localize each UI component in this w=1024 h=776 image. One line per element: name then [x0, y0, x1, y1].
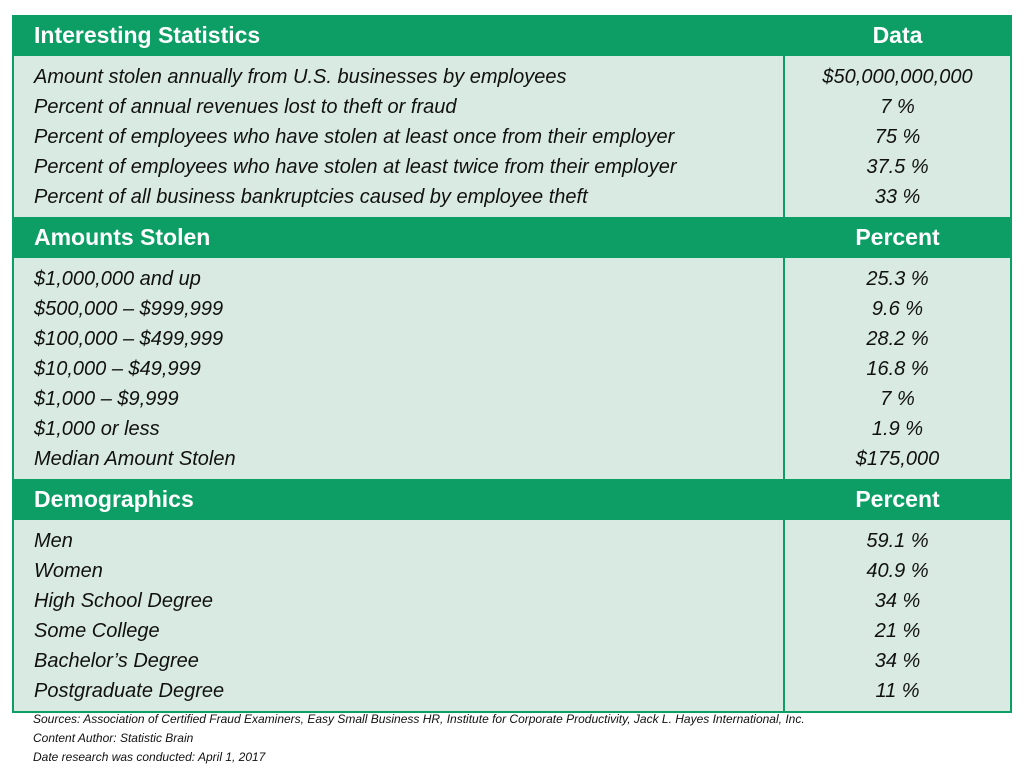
sources-note: Sources: Association of Certified Fraud Examiners, Easy Small Business HR, Institute for Corporate Productivity, Jack L. Hayes International, Inc.: [33, 712, 805, 726]
row-label: $1,000 or less: [13, 414, 784, 444]
row-value: 59.1 %: [784, 519, 1011, 556]
table-row: [13, 586, 1011, 616]
row-label: $1,000 – $9,999: [13, 384, 784, 414]
row-label: $500,000 – $999,999: [13, 294, 784, 324]
row-value: 11 %: [784, 676, 1011, 712]
statistics-table: [12, 15, 1012, 713]
row-label: Bachelor’s Degree: [13, 646, 784, 676]
row-value: 34 %: [784, 646, 1011, 676]
table-row: [13, 384, 1011, 414]
section-title: Demographics: [13, 480, 784, 519]
row-label: $100,000 – $499,999: [13, 324, 784, 354]
row-value: 34 %: [784, 586, 1011, 616]
table-row: [13, 324, 1011, 354]
row-value: 40.9 %: [784, 556, 1011, 586]
row-value: $175,000: [784, 444, 1011, 480]
section-value-header: Data: [784, 16, 1011, 55]
author-note: Content Author: Statistic Brain: [33, 731, 194, 745]
row-label: Postgraduate Degree: [13, 676, 784, 712]
row-value: 1.9 %: [784, 414, 1011, 444]
row-label: Amount stolen annually from U.S. businesses by employees: [13, 55, 784, 92]
section-header: [13, 218, 1011, 257]
section-value-header: Percent: [784, 480, 1011, 519]
date-note: Date research was conducted: April 1, 2017: [33, 750, 266, 764]
table-row: [13, 414, 1011, 444]
row-label: Some College: [13, 616, 784, 646]
section-header: [13, 480, 1011, 519]
row-label: Median Amount Stolen: [13, 444, 784, 480]
row-value: 28.2 %: [784, 324, 1011, 354]
table-row: [13, 444, 1011, 480]
section-interesting-statistics: [13, 16, 1011, 218]
row-label: Percent of all business bankruptcies caused by employee theft: [13, 182, 784, 218]
section-title: Interesting Statistics: [13, 16, 784, 55]
table-row: [13, 294, 1011, 324]
table-row: [13, 646, 1011, 676]
table-row: [13, 152, 1011, 182]
section-amounts-stolen: [13, 218, 1011, 480]
row-label: Men: [13, 519, 784, 556]
section-value-header: Percent: [784, 218, 1011, 257]
row-value: 75 %: [784, 122, 1011, 152]
table-row: [13, 55, 1011, 92]
section-header: [13, 16, 1011, 55]
table-row: [13, 616, 1011, 646]
row-value: 21 %: [784, 616, 1011, 646]
table-row: [13, 354, 1011, 384]
row-value: 7 %: [784, 92, 1011, 122]
row-label: Women: [13, 556, 784, 586]
table-row: [13, 92, 1011, 122]
table-row: [13, 519, 1011, 556]
row-label: $10,000 – $49,999: [13, 354, 784, 384]
section-title: Amounts Stolen: [13, 218, 784, 257]
row-value: 33 %: [784, 182, 1011, 218]
table-row: [13, 257, 1011, 294]
table-row: [13, 676, 1011, 712]
table-row: [13, 556, 1011, 586]
footer-notes: [33, 710, 805, 767]
row-label: $1,000,000 and up: [13, 257, 784, 294]
row-value: 7 %: [784, 384, 1011, 414]
section-demographics: [13, 480, 1011, 712]
row-label: Percent of employees who have stolen at least twice from their employer: [13, 152, 784, 182]
row-value: 16.8 %: [784, 354, 1011, 384]
table-row: [13, 122, 1011, 152]
row-value: 9.6 %: [784, 294, 1011, 324]
row-value: 37.5 %: [784, 152, 1011, 182]
row-value: 25.3 %: [784, 257, 1011, 294]
table-row: [13, 182, 1011, 218]
row-value: $50,000,000,000: [784, 55, 1011, 92]
row-label: Percent of employees who have stolen at least once from their employer: [13, 122, 784, 152]
row-label: Percent of annual revenues lost to theft or fraud: [13, 92, 784, 122]
row-label: High School Degree: [13, 586, 784, 616]
